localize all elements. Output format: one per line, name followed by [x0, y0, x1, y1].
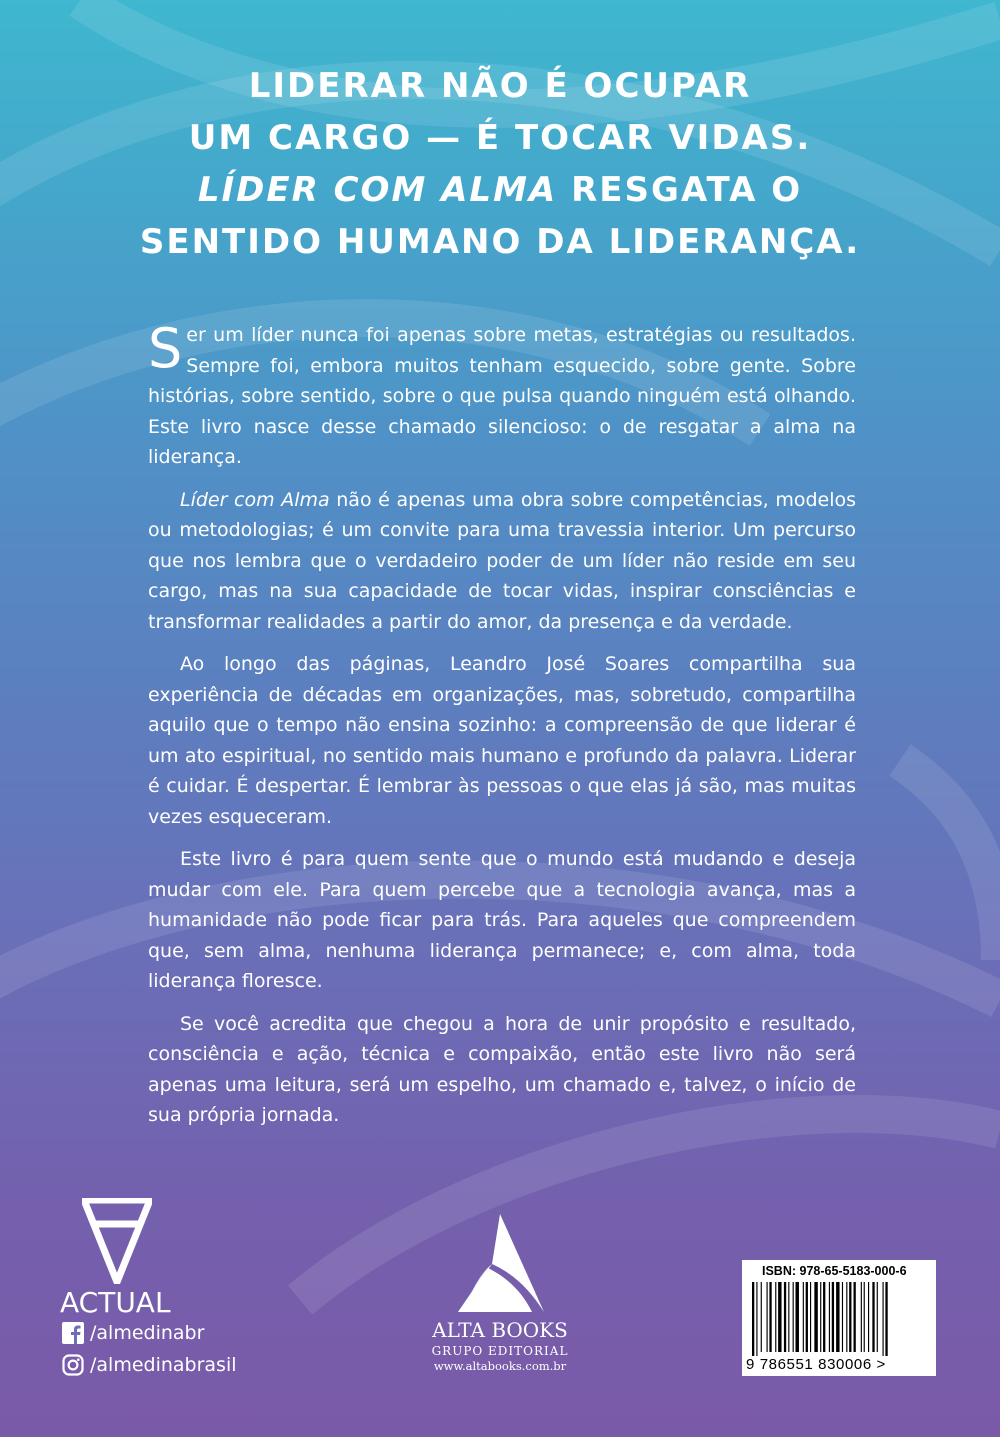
barcode-bar — [793, 1282, 794, 1352]
book-title-inline: Líder com Alma — [180, 488, 330, 511]
instagram-handle[interactable] — [62, 1354, 237, 1376]
synopsis-paragraph-4: Este livro é para quem sente que o mundo está mudando e deseja mudar com ele. Para quem percebe que a tecnologia avança, mas a humanidade não pode ficar para trás. Para aqueles que compreendem que, sem alma, nenhuma liderança permanece; e, com alma, toda liderança floresce. — [148, 848, 856, 992]
barcode-icon — [750, 1282, 928, 1356]
facebook-handle[interactable] — [62, 1322, 204, 1344]
barcode-bar — [868, 1282, 869, 1352]
synopsis-paragraph-3: Ao longo das páginas, Leandro José Soares compartilha sua experiência de décadas em organizações, mas, sobretudo, compartilha aquilo que o tempo não ensina sozinho: a compreensão de que liderar é um ato espiritual, no sentido mais humano e profundo da palavra. Liderar é cuidar. É despertar. É lembrar às pessoas o que elas já são, mas muitas vezes esqueceram. — [148, 653, 856, 828]
barcode-bar — [803, 1282, 804, 1352]
barcode-bar — [767, 1282, 768, 1352]
isbn-barcode-box — [742, 1260, 936, 1376]
headline-book-title: LÍDER COM ALMA — [197, 170, 558, 210]
barcode-bar — [761, 1282, 762, 1352]
barcode-bar — [854, 1282, 856, 1352]
barcode-bar — [883, 1282, 884, 1356]
headline-line-3-rest: RESGATA O — [557, 170, 803, 210]
facebook-icon — [62, 1322, 84, 1344]
barcode-bar — [864, 1282, 865, 1352]
barcode-bar — [775, 1282, 776, 1352]
barcode-bar — [836, 1282, 839, 1352]
barcode-bar — [752, 1282, 754, 1356]
alta-books-logo — [418, 1212, 582, 1373]
barcode-bar — [885, 1282, 887, 1356]
barcode-bar — [877, 1282, 878, 1352]
alta-books-triangle-icon — [452, 1212, 548, 1316]
synopsis-paragraph-2 — [148, 485, 856, 638]
barcode-bar — [810, 1282, 811, 1352]
alta-books-subtitle: GRUPO EDITORIAL — [431, 1344, 569, 1358]
synopsis-paragraph-1 — [148, 317, 856, 473]
barcode-bar — [823, 1282, 825, 1352]
headline — [0, 60, 1000, 268]
instagram-handle-text: /almedinabrasil — [90, 1354, 237, 1376]
headline-line-2: UM CARGO — É TOCAR VIDAS. — [188, 118, 812, 158]
barcode-bar — [788, 1282, 789, 1352]
actual-a-logo-icon — [82, 1198, 152, 1284]
facebook-handle-text: /almedinabr — [90, 1322, 205, 1344]
barcode-bar — [846, 1282, 847, 1352]
barcode-bar — [814, 1282, 817, 1352]
barcode-bar — [861, 1282, 862, 1352]
paragraph-2-text: não é apenas uma obra sobre competências, modelos ou metodologias; é um convite para uma travessia interior. Um percurso que nos lembra que o verdadeiro poder de um líder não reside em seu cargo, mas na sua capacidade de tocar vidas, inspirar consciências e transformar realidades a partir do amor, da presença e da verdade. — [148, 488, 857, 633]
barcode-bar — [849, 1282, 851, 1352]
barcode-bar — [872, 1282, 874, 1352]
paragraph-1-text: er um líder nunca foi apenas sobre metas, estratégias ou resultados. Sempre foi, embora muitos tenham esquecido, sobre gente. Sobre histórias, sobre sentido, sobre o que pulsa quando ninguém está olhando. Este livro nasce desse chamado silencioso: o de resgatar a alma na liderança. — [148, 324, 856, 468]
headline-line-3 — [0, 164, 1000, 216]
synopsis — [148, 317, 857, 1143]
barcode-bar — [820, 1282, 821, 1352]
barcode-bar — [806, 1282, 808, 1352]
barcode-bar — [778, 1282, 781, 1352]
isbn-digits: 9 786551 830006 > — [746, 1356, 886, 1373]
barcode-bar — [756, 1282, 757, 1356]
isbn-label: ISBN: 978-65-5183-000-6 — [762, 1264, 907, 1278]
alta-books-name: ALTA BOOKS — [432, 1318, 568, 1342]
headline-line-4: SENTIDO HUMANO DA LIDERANÇA. — [139, 222, 861, 262]
barcode-bar — [842, 1282, 843, 1352]
drop-cap: S — [148, 317, 183, 380]
barcode-bar — [796, 1282, 799, 1352]
barcode-bar — [784, 1282, 786, 1352]
alta-books-url[interactable]: www.altabooks.com.br — [433, 1359, 567, 1373]
actual-logo — [60, 1198, 176, 1319]
barcode-bar — [832, 1282, 834, 1352]
barcode-bar — [829, 1282, 830, 1352]
synopsis-paragraph-5: Se você acredita que chegou a hora de unir propósito e resultado, consciência e ação, técnica e compaixão, então este livro não será apenas uma leitura, será um espelho, um chamado e, talvez, o início de sua própria jornada. — [148, 1012, 856, 1126]
instagram-icon — [62, 1354, 84, 1376]
actual-wordmark: ACTUAL — [60, 1286, 171, 1319]
headline-line-1: LIDERAR NÃO É OCUPAR — [248, 66, 752, 106]
barcode-bar — [769, 1282, 771, 1352]
